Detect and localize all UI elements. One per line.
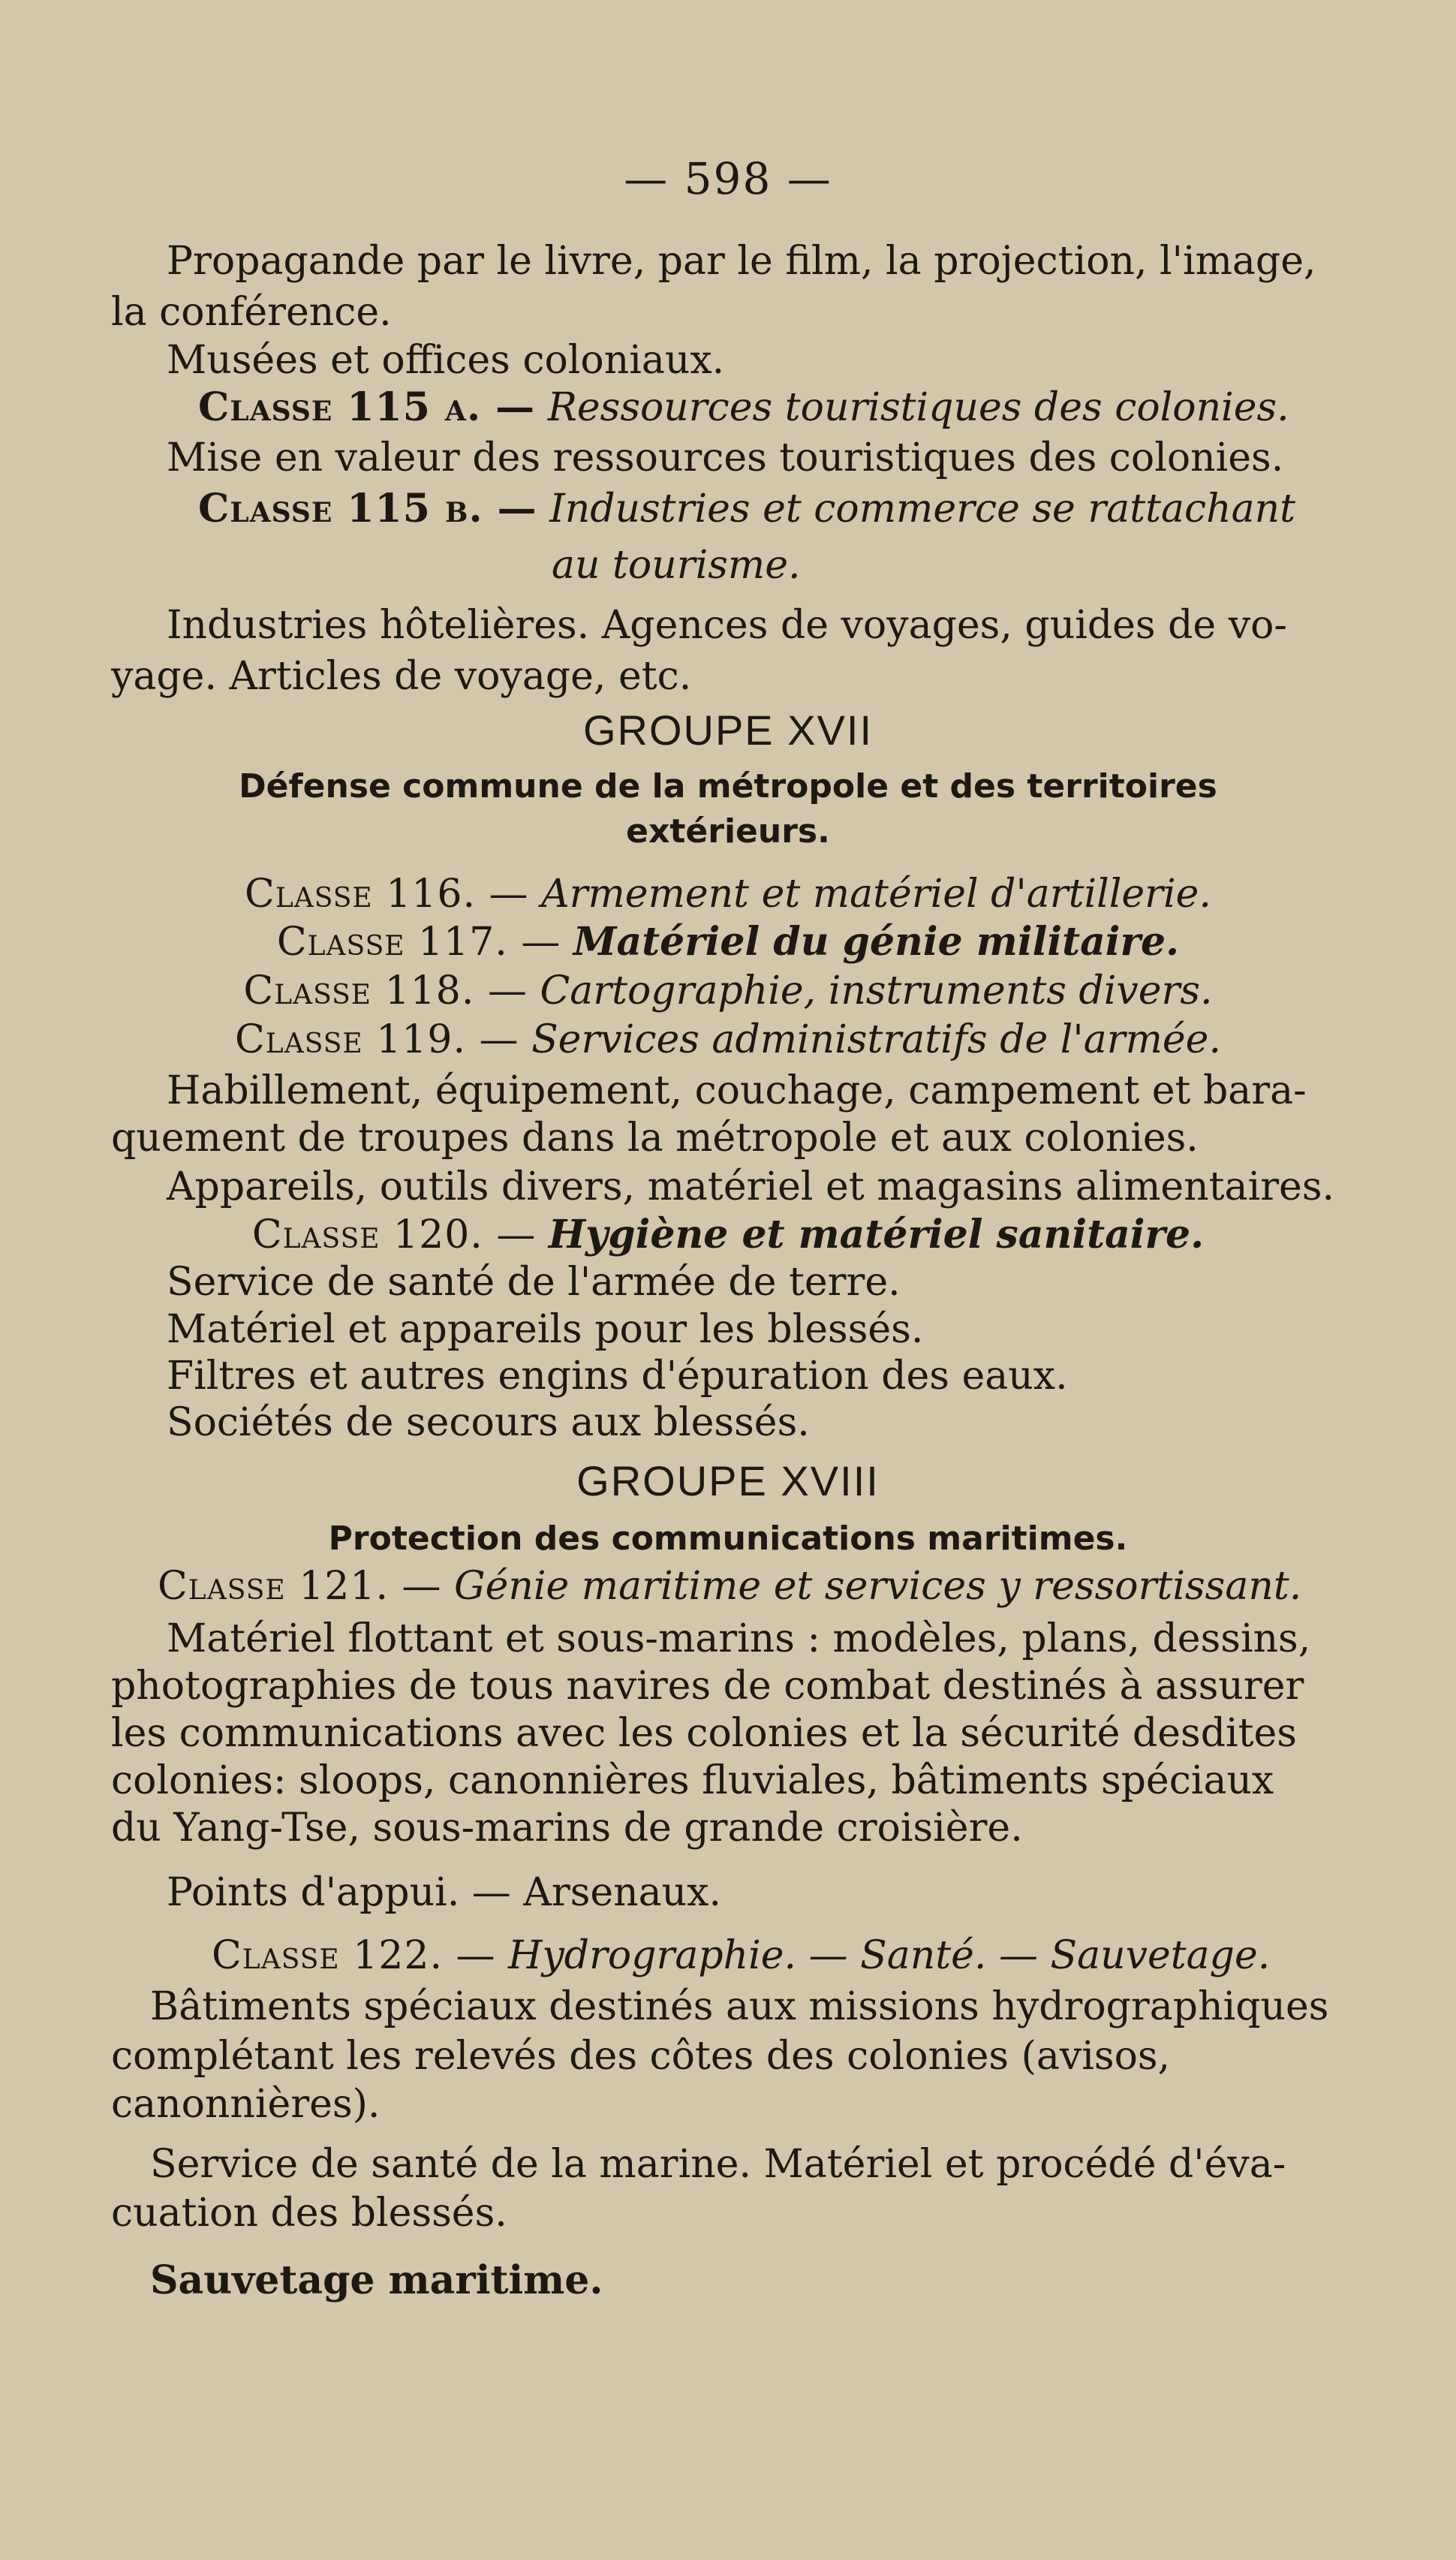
class-title: Hygiène et matériel sanitaire. [548, 1212, 1205, 1257]
class-label: Classe 122. — [212, 1933, 496, 1978]
text-line: Matériel flottant et sous-marins : modèles, plans, dessins, [167, 1616, 1311, 1661]
group-heading-xviii: GROUPE XVIII [576, 1457, 880, 1504]
text-line: Bâtiments spéciaux destinés aux missions hydrographiques [150, 1984, 1329, 2029]
text-line: les communications avec les colonies et la sécurité desdites [111, 1711, 1297, 1756]
page-number: — 598 — [624, 153, 832, 204]
text-line: Appareils, outils divers, matériel et magasins alimentaires. [167, 1164, 1335, 1209]
class-label: Classe 121. — [158, 1564, 442, 1609]
class-title-continued: au tourisme. [552, 543, 801, 588]
text-line: Service de santé de la marine. Matériel et procédé d'éva- [150, 2142, 1286, 2187]
class-label: Classe 117. — [276, 920, 561, 965]
class-title: Génie maritime et services y ressortissant. [454, 1564, 1302, 1609]
class-title: Hydrographie. — Santé. — Sauvetage. [508, 1933, 1271, 1978]
class-heading-121 [158, 1562, 1301, 1611]
class-heading-118 [0, 966, 1456, 1016]
text-line: colonies: sloops, canonnières fluviales, bâtiments spéciaux [111, 1758, 1274, 1803]
text-line: Sociétés de secours aux blessés. [167, 1400, 810, 1445]
group-subtitle: extérieurs. [626, 812, 830, 851]
class-title: Armement et matériel d'artillerie. [541, 872, 1211, 917]
class-heading-116 [0, 869, 1456, 919]
class-title: Matériel du génie militaire. [573, 919, 1180, 965]
class-heading-122 [212, 1931, 1270, 1980]
text-line: yage. Articles de voyage, etc. [111, 654, 692, 699]
text-line: canonnières). [111, 2082, 381, 2127]
class-heading-120 [0, 1210, 1456, 1260]
class-title: Services administratifs de l'armée. [531, 1017, 1221, 1062]
text-line: complétant les relevés des côtes des colonies (avisos, [111, 2034, 1171, 2079]
text-line: Matériel et appareils pour les blessés. [167, 1307, 924, 1352]
class-label: Classe 115 b. — [198, 486, 537, 532]
class-label: Classe 120. — [251, 1212, 537, 1257]
class-label: Classe 118. — [243, 968, 528, 1013]
text-line: Points d'appui. — Arsenaux. [167, 1870, 721, 1915]
text-line: Habillement, équipement, couchage, campement et bara- [167, 1068, 1307, 1113]
text-line: Propagande par le livre, par le film, la projection, l'image, [167, 239, 1316, 284]
text-line: Industries hôtelières. Agences de voyages, guides de vo- [167, 603, 1287, 648]
text-line: quement de troupes dans la métropole et aux colonies. [111, 1116, 1199, 1161]
text-line: Service de santé de l'armée de terre. [167, 1260, 901, 1305]
text-line: du Yang-Tse, sous-marins de grande croisière. [111, 1806, 1023, 1851]
class-title: Cartographie, instruments divers. [540, 968, 1213, 1013]
class-heading-115b [198, 484, 1295, 534]
class-title: Ressources touristiques des colonies. [547, 385, 1289, 430]
text-line: la conférence. [111, 290, 392, 335]
text-line: Filtres et autres engins d'épuration des eaux. [167, 1354, 1068, 1399]
group-heading-xvii: GROUPE XVII [582, 706, 874, 754]
text-line: Sauvetage maritime. [150, 2257, 603, 2303]
class-label: Classe 119. — [235, 1017, 519, 1062]
class-label: Classe 115 a. — [198, 384, 536, 430]
group-subtitle: Défense commune de la métropole et des territoires [239, 767, 1217, 806]
text-line: photographies de tous navires de combat destinés à assurer [111, 1664, 1304, 1709]
text-line: Musées et offices coloniaux. [167, 338, 725, 383]
text-line: Mise en valeur des ressources touristiques des colonies. [167, 435, 1284, 480]
class-heading-117 [0, 917, 1456, 967]
class-title: Industries et commerce se rattachant [549, 486, 1296, 532]
text-line: cuation des blessés. [111, 2191, 507, 2236]
group-subtitle: Protection des communications maritimes. [328, 1519, 1128, 1558]
class-heading-119 [0, 1015, 1456, 1065]
class-heading-115a [198, 383, 1289, 432]
class-label: Classe 116. — [245, 872, 529, 917]
